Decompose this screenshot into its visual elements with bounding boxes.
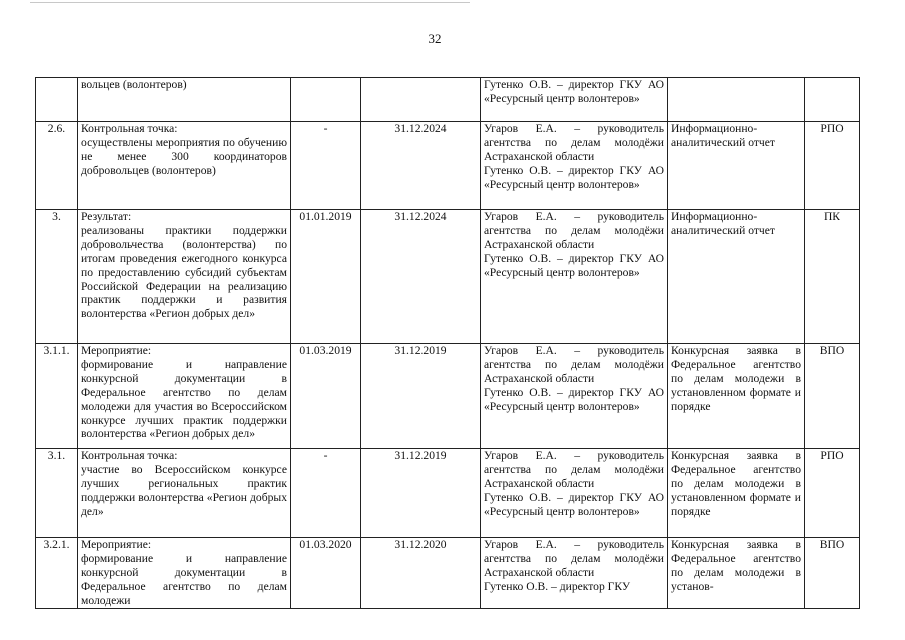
responsible: Угаров Е.А. – руководитель агентства по делам молодёжи Астраханской области Гутенко О.В. – директор ГКУ АО «Ресурсный центр волонтеров» <box>481 210 668 344</box>
row-number: 2.6. <box>36 122 78 210</box>
control-level: РПО <box>805 449 860 538</box>
top-rule <box>30 2 470 3</box>
row-number: 3.2.1. <box>36 538 78 609</box>
start-date: - <box>291 122 361 210</box>
control-level: ПК <box>805 210 860 344</box>
result-document: Информационно-аналитический отчет <box>668 122 805 210</box>
responsible: Угаров Е.А. – руководитель агентства по делам молодёжи Астраханской области Гутенко О.В. – директор ГКУ АО «Ресурсный центр волонтеров» <box>481 122 668 210</box>
row-number: 3. <box>36 210 78 344</box>
table-row <box>36 538 860 609</box>
plan-table <box>35 77 860 609</box>
responsible: Угаров Е.А. – руководитель агентства по делам молодёжи Астраханской области Гутенко О.В. – директор ГКУ <box>481 538 668 609</box>
row-name: Мероприятие: формирование и направление конкурсной документации в Федеральное агентство по делам молодежи для участия во Всероссийском конкурсе лучших практик поддержки волонтерства «Регион добрых дел» <box>78 344 291 449</box>
control-level: ВПО <box>805 344 860 449</box>
row-name: Мероприятие: формирование и направление конкурсной документации в Федеральное агентство по делам молодежи <box>78 538 291 609</box>
responsible: Гутенко О.В. – директор ГКУ АО «Ресурсный центр волонтеров» <box>481 78 668 122</box>
responsible: Угаров Е.А. – руководитель агентства по делам молодёжи Астраханской области Гутенко О.В. – директор ГКУ АО «Ресурсный центр волонтеров» <box>481 449 668 538</box>
end-date: 31.12.2024 <box>361 122 481 210</box>
start-date <box>291 78 361 122</box>
table-row <box>36 78 860 122</box>
control-level: РПО <box>805 122 860 210</box>
start-date: 01.03.2020 <box>291 538 361 609</box>
result-document <box>668 78 805 122</box>
end-date: 31.12.2024 <box>361 210 481 344</box>
end-date: 31.12.2019 <box>361 344 481 449</box>
row-name: вольцев (волонтеров) <box>78 78 291 122</box>
end-date: 31.12.2019 <box>361 449 481 538</box>
result-document: Конкурсная заявка в Федеральное агентство по делам молодежи в установленном формате и порядке <box>668 449 805 538</box>
table-row <box>36 210 860 344</box>
result-document: Информационно-аналитический отчет <box>668 210 805 344</box>
page-number: 32 <box>428 31 442 46</box>
row-number: 3.1. <box>36 449 78 538</box>
table-row <box>36 122 860 210</box>
row-name: Контрольная точка: осуществлены мероприятия по обучению не менее 300 координаторов добровольцев (волонтеров) <box>78 122 291 210</box>
result-document: Конкурсная заявка в Федеральное агентство по делам молодежи в установленном формате и порядке <box>668 344 805 449</box>
table-row <box>36 449 860 538</box>
row-number <box>36 78 78 122</box>
control-level <box>805 78 860 122</box>
table-row <box>36 344 860 449</box>
start-date: 01.03.2019 <box>291 344 361 449</box>
responsible: Угаров Е.А. – руководитель агентства по делам молодёжи Астраханской области Гутенко О.В. – директор ГКУ АО «Ресурсный центр волонтеров» <box>481 344 668 449</box>
result-document: Конкурсная заявка в Федеральное агентство по делам молодежи в установ- <box>668 538 805 609</box>
row-number: 3.1.1. <box>36 344 78 449</box>
start-date: 01.01.2019 <box>291 210 361 344</box>
row-name: Результат: реализованы практики поддержки добровольчества (волонтерства) по итогам проведения ежегодного конкурса по предоставлению субсидий субъектам Российской Федерации на реализацию практик поддержки и развития волонтерства «Регион добрых дел» <box>78 210 291 344</box>
end-date: 31.12.2020 <box>361 538 481 609</box>
start-date: - <box>291 449 361 538</box>
control-level: ВПО <box>805 538 860 609</box>
row-name: Контрольная точка: участие во Всероссийском конкурсе лучших региональных практик поддержки волонтерства «Регион добрых дел» <box>78 449 291 538</box>
end-date <box>361 78 481 122</box>
